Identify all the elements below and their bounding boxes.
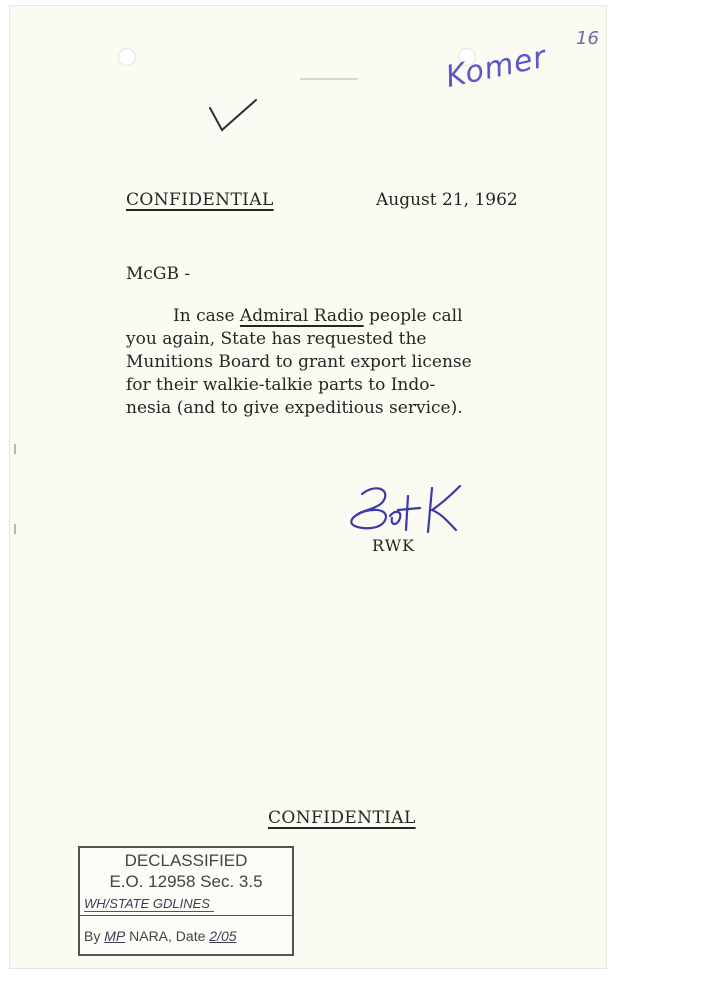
memo-line: Munitions Board to grant export license: [126, 352, 472, 372]
stamp-footer-line: [84, 928, 237, 944]
memo-line: for their walkie-talkie parts to Indo-: [126, 375, 436, 395]
stamp-authority: E.O. 12958 Sec. 3.5: [109, 872, 263, 891]
faint-mark: [300, 78, 358, 80]
edge-mark: [14, 524, 21, 534]
edge-mark: [14, 444, 21, 454]
memo-line: nesia (and to give expeditious service).: [126, 398, 463, 418]
company-name: Admiral Radio: [239, 306, 364, 326]
handwritten-name: Komer: [442, 39, 550, 95]
document-page: [10, 6, 606, 968]
memo-date: August 21, 1962: [376, 190, 518, 210]
declassification-stamp: [78, 846, 294, 956]
author-initials: RWK: [372, 536, 416, 555]
punch-hole: [118, 48, 136, 66]
stamp-guideline: WH/STATE GDLINES: [84, 896, 214, 912]
memo-line: In case Admiral Radio people call: [173, 306, 463, 326]
stamp-date: 2/05: [209, 928, 237, 944]
check-mark-icon: [206, 98, 266, 138]
classification-footer: CONFIDENTIAL: [268, 808, 416, 828]
stamp-by-initials: MP: [104, 928, 126, 944]
stamp-nara-label: NARA, Date: [129, 928, 206, 944]
classification-header: CONFIDENTIAL: [126, 190, 274, 210]
memo-salutation: McGB -: [126, 264, 191, 284]
stamp-title: DECLASSIFIED: [124, 851, 248, 870]
memo-line: you again, State has requested the: [126, 329, 427, 349]
stamp-divider: [80, 915, 292, 916]
stamp-by-label: By: [84, 928, 101, 944]
handwritten-signature: [344, 480, 470, 536]
handwritten-page-number: 16: [576, 28, 599, 49]
